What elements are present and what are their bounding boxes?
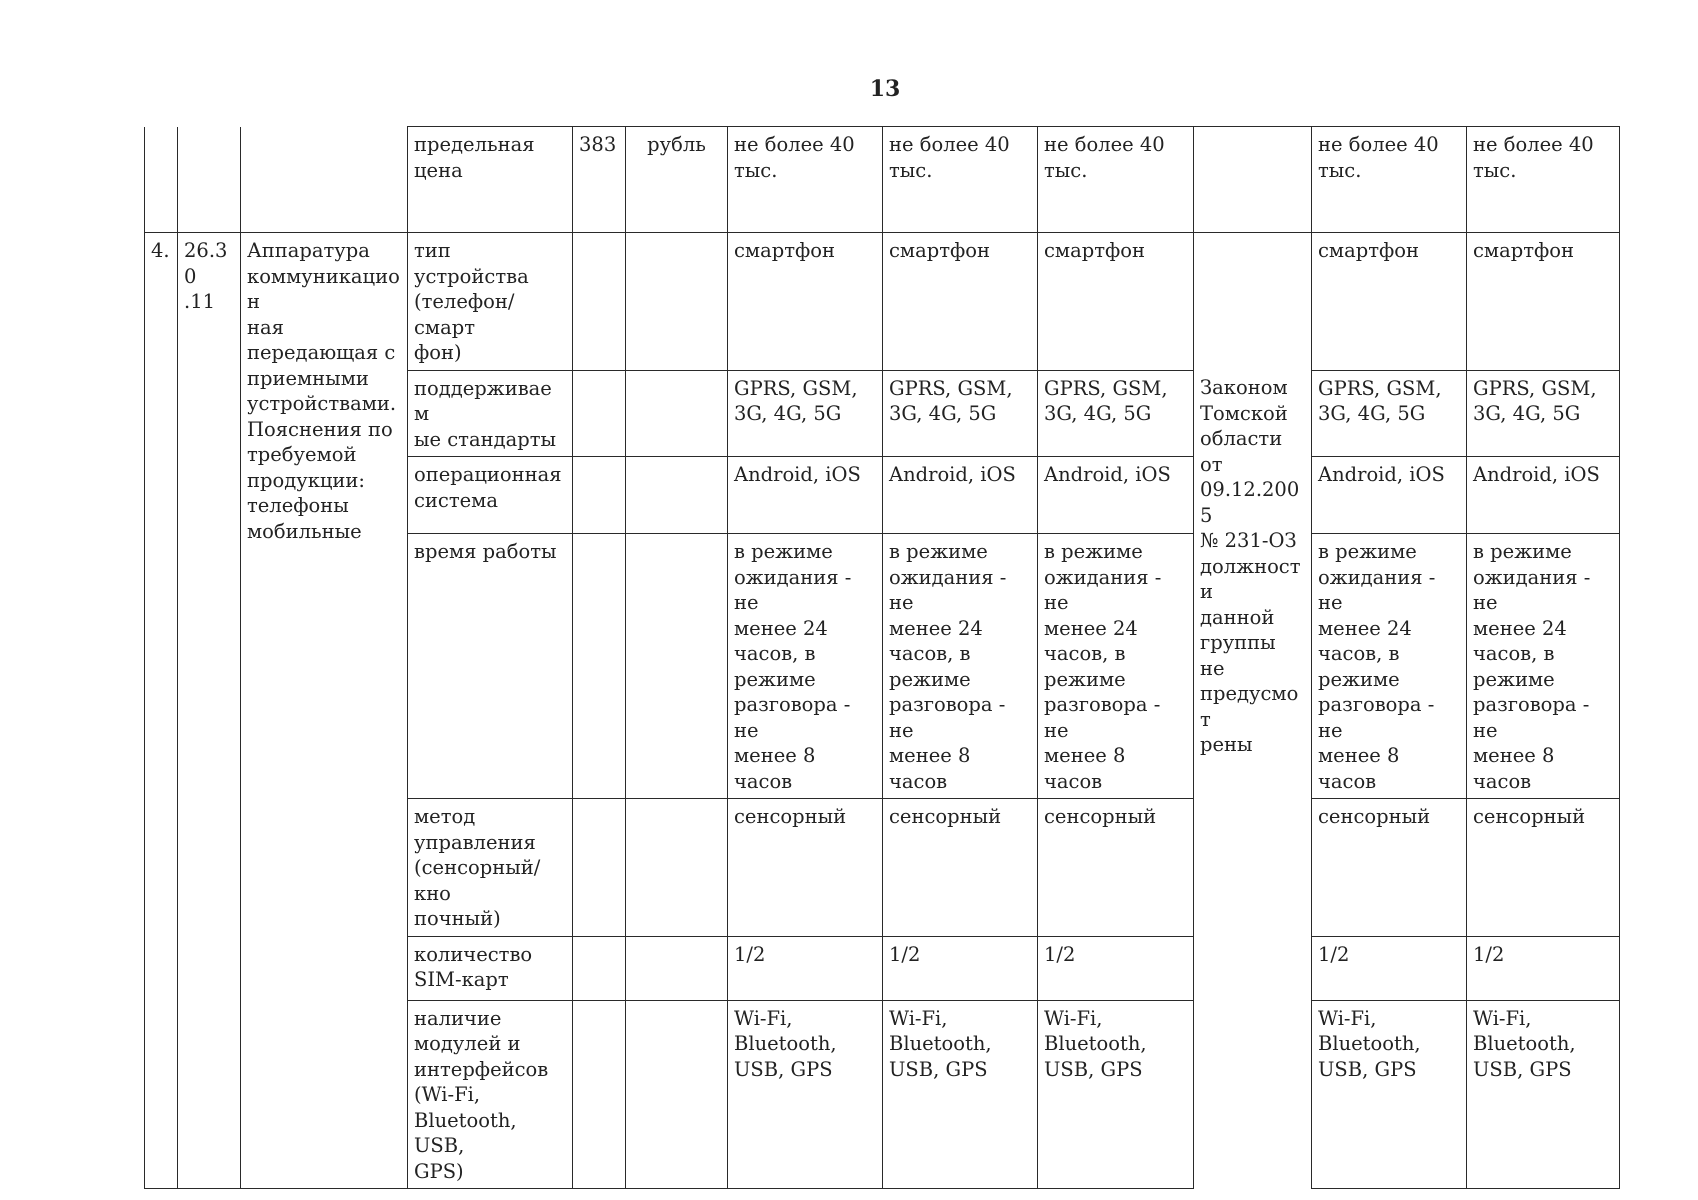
cell-empty: [626, 370, 728, 457]
value-cell: в режиме ожидания - не менее 24 часов, в режиме разговора - не менее 8 часов: [1038, 534, 1194, 799]
cell-empty: [1194, 233, 1312, 371]
value-cell: GPRS, GSM, 3G, 4G, 5G: [1038, 370, 1194, 457]
value-cell: Wi-Fi, Bluetooth, USB, GPS: [1038, 1000, 1194, 1189]
requirements-table: [144, 126, 1620, 1189]
value-cell: Wi-Fi, Bluetooth, USB, GPS: [1467, 1000, 1620, 1189]
value-cell: GPRS, GSM, 3G, 4G, 5G: [1467, 370, 1620, 457]
gap-cell: [1194, 799, 1312, 1189]
value-cell: не более 40 тыс.: [1467, 127, 1620, 233]
page-number: 13: [869, 76, 901, 102]
value-cell: 1/2: [1312, 936, 1467, 1000]
value-cell: Android, iOS: [883, 457, 1038, 534]
item-number-cell: 4.: [145, 233, 178, 1189]
cell-empty: [573, 1000, 626, 1189]
characteristic-cell: время работы: [408, 534, 573, 799]
value-cell: в режиме ожидания - не менее 24 часов, в режиме разговора - не менее 8 часов: [1312, 534, 1467, 799]
value-cell: GPRS, GSM, 3G, 4G, 5G: [728, 370, 883, 457]
characteristic-cell: количество SIM-карт: [408, 936, 573, 1000]
value-cell: сенсорный: [1467, 799, 1620, 937]
value-cell: смартфон: [1038, 233, 1194, 371]
cell-empty: [573, 457, 626, 534]
characteristic-cell: поддерживаем ые стандарты: [408, 370, 573, 457]
table-row-device-type: [145, 233, 1620, 371]
cell-empty: [626, 1000, 728, 1189]
cell-empty: [626, 799, 728, 937]
cell-empty: [626, 457, 728, 534]
value-cell: смартфон: [1312, 233, 1467, 371]
cell-empty: [145, 127, 178, 233]
cell-empty: [573, 936, 626, 1000]
characteristic-cell: наличие модулей и интерфейсов (Wi-Fi, Bluetooth, USB, GPS): [408, 1000, 573, 1189]
value-cell: 1/2: [1038, 936, 1194, 1000]
value-cell: смартфон: [1467, 233, 1620, 371]
value-cell: Android, iOS: [1467, 457, 1620, 534]
characteristic-cell: предельная цена: [408, 127, 573, 233]
value-cell: в режиме ожидания - не менее 24 часов, в режиме разговора - не менее 8 часов: [883, 534, 1038, 799]
characteristic-cell: тип устройства (телефон/смарт фон): [408, 233, 573, 371]
value-cell: сенсорный: [728, 799, 883, 937]
cell-empty: [241, 127, 408, 233]
cell-empty: [626, 936, 728, 1000]
value-cell: Wi-Fi, Bluetooth, USB, GPS: [1312, 1000, 1467, 1189]
value-cell: Wi-Fi, Bluetooth, USB, GPS: [728, 1000, 883, 1189]
law-note-cell: Законом Томской области от 09.12.2005 № 231-ОЗ должности данной группы не предусмот рены: [1194, 370, 1312, 799]
value-cell: смартфон: [883, 233, 1038, 371]
cell-empty: [178, 127, 241, 233]
value-cell: GPRS, GSM, 3G, 4G, 5G: [1312, 370, 1467, 457]
value-cell: Android, iOS: [1038, 457, 1194, 534]
cell-empty: [626, 534, 728, 799]
value-cell: не более 40 тыс.: [1312, 127, 1467, 233]
value-cell: не более 40 тыс.: [883, 127, 1038, 233]
value-cell: не более 40 тыс.: [1038, 127, 1194, 233]
cell-empty: [573, 534, 626, 799]
value-cell: 1/2: [883, 936, 1038, 1000]
value-cell: не более 40 тыс.: [728, 127, 883, 233]
cell-empty: [573, 799, 626, 937]
value-cell: в режиме ожидания - не менее 24 часов, в режиме разговора - не менее 8 часов: [728, 534, 883, 799]
okei-code-cell: 383: [573, 127, 626, 233]
value-cell: Android, iOS: [1312, 457, 1467, 534]
value-cell: 1/2: [728, 936, 883, 1000]
item-name-cell: Аппаратура коммуникацион ная передающая с приемными устройствами. Пояснения по требуемой продукции: телефоны мобильные: [241, 233, 408, 1189]
value-cell: в режиме ожидания - не менее 24 часов, в режиме разговора - не менее 8 часов: [1467, 534, 1620, 799]
characteristic-cell: метод управления (сенсорный/кно почный): [408, 799, 573, 937]
table-row-price-limit: [145, 127, 1620, 233]
value-cell: 1/2: [1467, 936, 1620, 1000]
value-cell: сенсорный: [1038, 799, 1194, 937]
unit-cell: рубль: [626, 127, 728, 233]
value-cell: Android, iOS: [728, 457, 883, 534]
characteristic-cell: операционная система: [408, 457, 573, 534]
value-cell: Wi-Fi, Bluetooth, USB, GPS: [883, 1000, 1038, 1189]
value-cell: GPRS, GSM, 3G, 4G, 5G: [883, 370, 1038, 457]
value-cell: сенсорный: [883, 799, 1038, 937]
cell-empty: [573, 233, 626, 371]
okpd-code-cell: 26.30 .11: [178, 233, 241, 1189]
cell-empty: [573, 370, 626, 457]
cell-empty: [626, 233, 728, 371]
value-cell: сенсорный: [1312, 799, 1467, 937]
value-cell: смартфон: [728, 233, 883, 371]
value-cell: [1194, 127, 1312, 233]
